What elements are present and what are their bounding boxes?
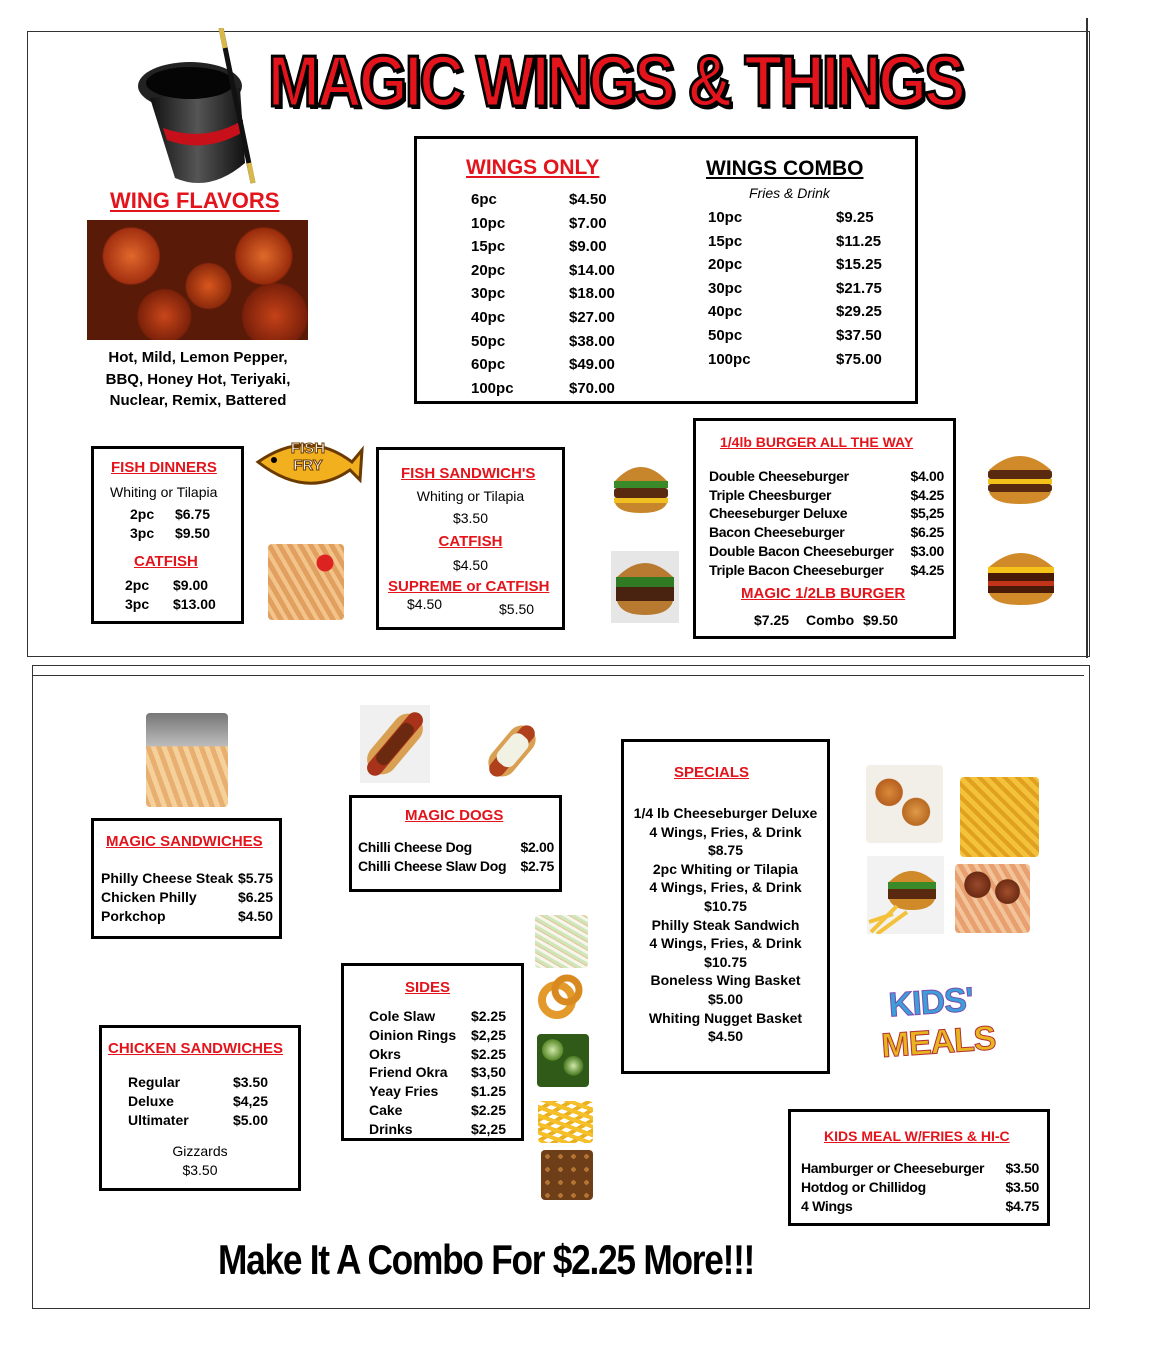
list-item: 50pc $38.00 — [471, 332, 615, 350]
fish-sandwich-box — [376, 447, 565, 630]
sides-list — [369, 1007, 506, 1139]
burger-photo — [611, 457, 671, 515]
catfish-heading: CATFISH — [134, 553, 198, 570]
list-item: 15pc $9.00 — [471, 238, 607, 256]
list-item: Triple Bacon Cheeseburger $4.25 — [709, 561, 944, 578]
list-item: Chicken Philly $6.25 — [101, 888, 273, 905]
list-item: Ultimater $5.00 — [128, 1111, 268, 1128]
fish-sandwich-sub: Whiting or Tilapia — [416, 488, 525, 504]
wings-combo-heading: WINGS COMBO — [706, 157, 864, 180]
list-item: Cake $2.25 — [369, 1101, 506, 1118]
fried-shrimp-photo — [866, 765, 943, 843]
list-item: 60pc $49.00 — [471, 356, 615, 374]
fries-photo — [538, 1101, 593, 1143]
kids-meal-heading: KIDS MEAL W/FRIES & HI-C — [824, 1128, 1010, 1144]
wings-photo — [87, 220, 308, 340]
bacon-burger-photo — [985, 543, 1057, 607]
list-item: Triple Cheesburger $4.25 — [709, 486, 944, 503]
specials-heading: SPECIALS — [674, 764, 750, 781]
list-item: Oinion Rings $2,25 — [369, 1026, 506, 1043]
list-item: 6pc $4.50 — [471, 191, 607, 208]
page-title: MAGIC WINGS & THINGS — [268, 42, 963, 122]
list-item: 30pc $18.00 — [471, 285, 615, 303]
fish-sandwich-heading: FISH SANDWICH'S — [401, 465, 536, 482]
burger-box — [693, 418, 956, 639]
list-item: Yeay Fries $1.25 — [369, 1083, 506, 1100]
list-item: Regular $3.50 — [128, 1074, 268, 1090]
combo-footer: Make It A Combo For $2.25 More!!! — [218, 1236, 755, 1283]
wing-flavors-list: Hot, Mild, Lemon Pepper, BBQ, Honey Hot, Teriyaki, Nuclear, Remix, Battered — [105, 349, 291, 409]
list-item: Friend Okra $3,50 — [369, 1064, 506, 1081]
specials-box — [621, 739, 830, 1074]
kids-meal-list — [801, 1159, 1039, 1215]
fish-sandwich-catfish-heading: CATFISH — [438, 533, 503, 550]
list-item: 20pc $15.25 — [708, 256, 882, 274]
fish-sandwich-catfish-price: $4.50 — [452, 557, 489, 573]
magic-sandwiches-list — [101, 869, 273, 925]
wing-flavors-heading: WING FLAVORS — [110, 188, 280, 213]
slaw-dog-photo — [480, 720, 544, 782]
list-item: Porkchop $4.50 — [101, 907, 273, 924]
magic-sandwiches-heading: MAGIC SANDWICHES — [106, 833, 263, 850]
burger-photo — [611, 551, 679, 623]
supreme-heading: SUPREME or CATFISH — [388, 578, 550, 595]
philly-fries-photo — [146, 713, 228, 807]
burger-fries-photo — [867, 856, 944, 934]
right-rule — [1086, 18, 1088, 658]
list-item: Chilli Cheese Slaw Dog $2.75 — [358, 857, 554, 874]
burger-list — [709, 467, 944, 579]
chicken-sandwiches-heading: CHICKEN SANDWICHES — [108, 1040, 284, 1057]
wings-combo-list — [708, 206, 888, 371]
gizzards-price: $3.50 — [182, 1162, 218, 1178]
list-item: Hotdog or Chillidog $3.50 — [801, 1178, 1039, 1195]
magic-dogs-box — [349, 795, 562, 892]
list-item: Cheeseburger Deluxe $5,25 — [709, 505, 944, 522]
top-hat-icon — [135, 28, 265, 188]
list-item: Chilli Cheese Dog $2.00 — [358, 839, 554, 855]
list-item: 10pc $9.25 — [708, 209, 874, 226]
wings-combo-subheading: Fries & Drink — [749, 185, 830, 201]
kids-meal-box — [788, 1109, 1050, 1226]
kids-logo-line2: MEALS — [880, 1019, 997, 1066]
burger-heading: 1/4lb BURGER ALL THE WAY — [720, 434, 914, 450]
catfish-list — [125, 576, 215, 613]
fish-sandwich-price: $3.50 — [452, 510, 489, 526]
list-item: Double Bacon Cheeseburger $3.00 — [709, 542, 944, 559]
kids-meals-logo — [877, 978, 1002, 1066]
fish-dinners-sub: Whiting or Tilapia — [110, 484, 218, 500]
list-item: 50pc $37.50 — [708, 326, 882, 344]
list-item: Deluxe $4,25 — [128, 1092, 268, 1109]
sides-heading: SIDES — [405, 979, 451, 996]
list-item: 10pc $7.00 — [471, 214, 607, 232]
wings-basket-photo — [955, 864, 1030, 933]
bottom-top-rule — [32, 675, 1084, 676]
combo-price: $9.50 — [863, 612, 899, 628]
list-item: Drinks $2,25 — [369, 1120, 506, 1137]
supreme-price-1: $4.50 — [407, 596, 443, 612]
list-item: 30pc $21.75 — [708, 279, 882, 297]
list-item: Okrs $2.25 — [369, 1045, 506, 1062]
list-item: 2pc $9.00 — [125, 577, 209, 593]
onion-rings-photo — [535, 970, 587, 1022]
supreme-price-2: $5.50 — [499, 601, 535, 617]
fish-dinners-list — [130, 505, 210, 542]
list-item: 3pc $9.50 — [130, 524, 210, 541]
list-item: 2pc $6.75 — [130, 506, 210, 522]
list-item: 15pc $11.25 — [708, 232, 882, 250]
wings-menu-box — [414, 136, 918, 404]
chicken-sandwiches-box — [99, 1025, 301, 1191]
list-item: Hamburger or Cheeseburger $3.50 — [801, 1160, 1039, 1176]
chicken-sandwiches-list — [128, 1073, 268, 1129]
list-item: Double Cheeseburger $4.00 — [709, 468, 944, 484]
list-item: Bacon Cheeseburger $6.25 — [709, 524, 944, 541]
cheeseburger-photo — [985, 446, 1055, 506]
hotdog-photo — [360, 705, 430, 783]
fries-basket-photo — [960, 777, 1039, 857]
sides-box — [341, 963, 524, 1141]
gizzards-photo — [541, 1150, 593, 1200]
list-item: Cole Slaw $2.25 — [369, 1008, 506, 1024]
magic-burger-price: $7.25 — [754, 612, 790, 628]
magic-sandwiches-box — [91, 818, 282, 939]
list-item: 40pc $29.25 — [708, 303, 882, 321]
list-item: 40pc $27.00 — [471, 308, 615, 326]
wings-only-heading: WINGS ONLY — [466, 156, 600, 179]
fish-dinners-heading: FISH DINNERS — [111, 459, 217, 476]
fish-fry-logo-text: FISH FRY — [290, 440, 326, 474]
magic-burger-heading: MAGIC 1/2LB BURGER — [741, 585, 906, 602]
list-item: Philly Cheese Steak $5.75 — [101, 870, 273, 886]
kids-logo-line1: KIDS' — [887, 980, 975, 1025]
fish-dinners-box — [91, 446, 244, 624]
wings-only-list — [471, 188, 621, 400]
list-item: 100pc $75.00 — [708, 350, 882, 368]
list-item: 20pc $14.00 — [471, 261, 615, 279]
list-item: 4 Wings $4.75 — [801, 1197, 1039, 1214]
combo-label: Combo — [806, 612, 855, 628]
cole-slaw-photo — [535, 915, 588, 968]
gizzards-label: Gizzards — [172, 1143, 228, 1159]
magic-dogs-list — [358, 838, 554, 876]
okra-photo — [537, 1034, 589, 1087]
fish-plate-photo — [268, 544, 344, 620]
list-item: 100pc $70.00 — [471, 379, 615, 397]
list-item: 3pc $13.00 — [125, 595, 216, 612]
magic-dogs-heading: MAGIC DOGS — [405, 807, 504, 824]
specials-list: 1/4 lb Cheeseburger Deluxe 4 Wings, Fries, & Drink $8.75 2pc Whiting or Tilapia 4 Wings, Fries, & Drink $10.75 Philly Steak Sandwich 4 Wings, Fries, & Drink $10.75 Boneless Wing Basket $5.00 Whiting Nugget Basket $4.50 — [633, 805, 818, 1045]
